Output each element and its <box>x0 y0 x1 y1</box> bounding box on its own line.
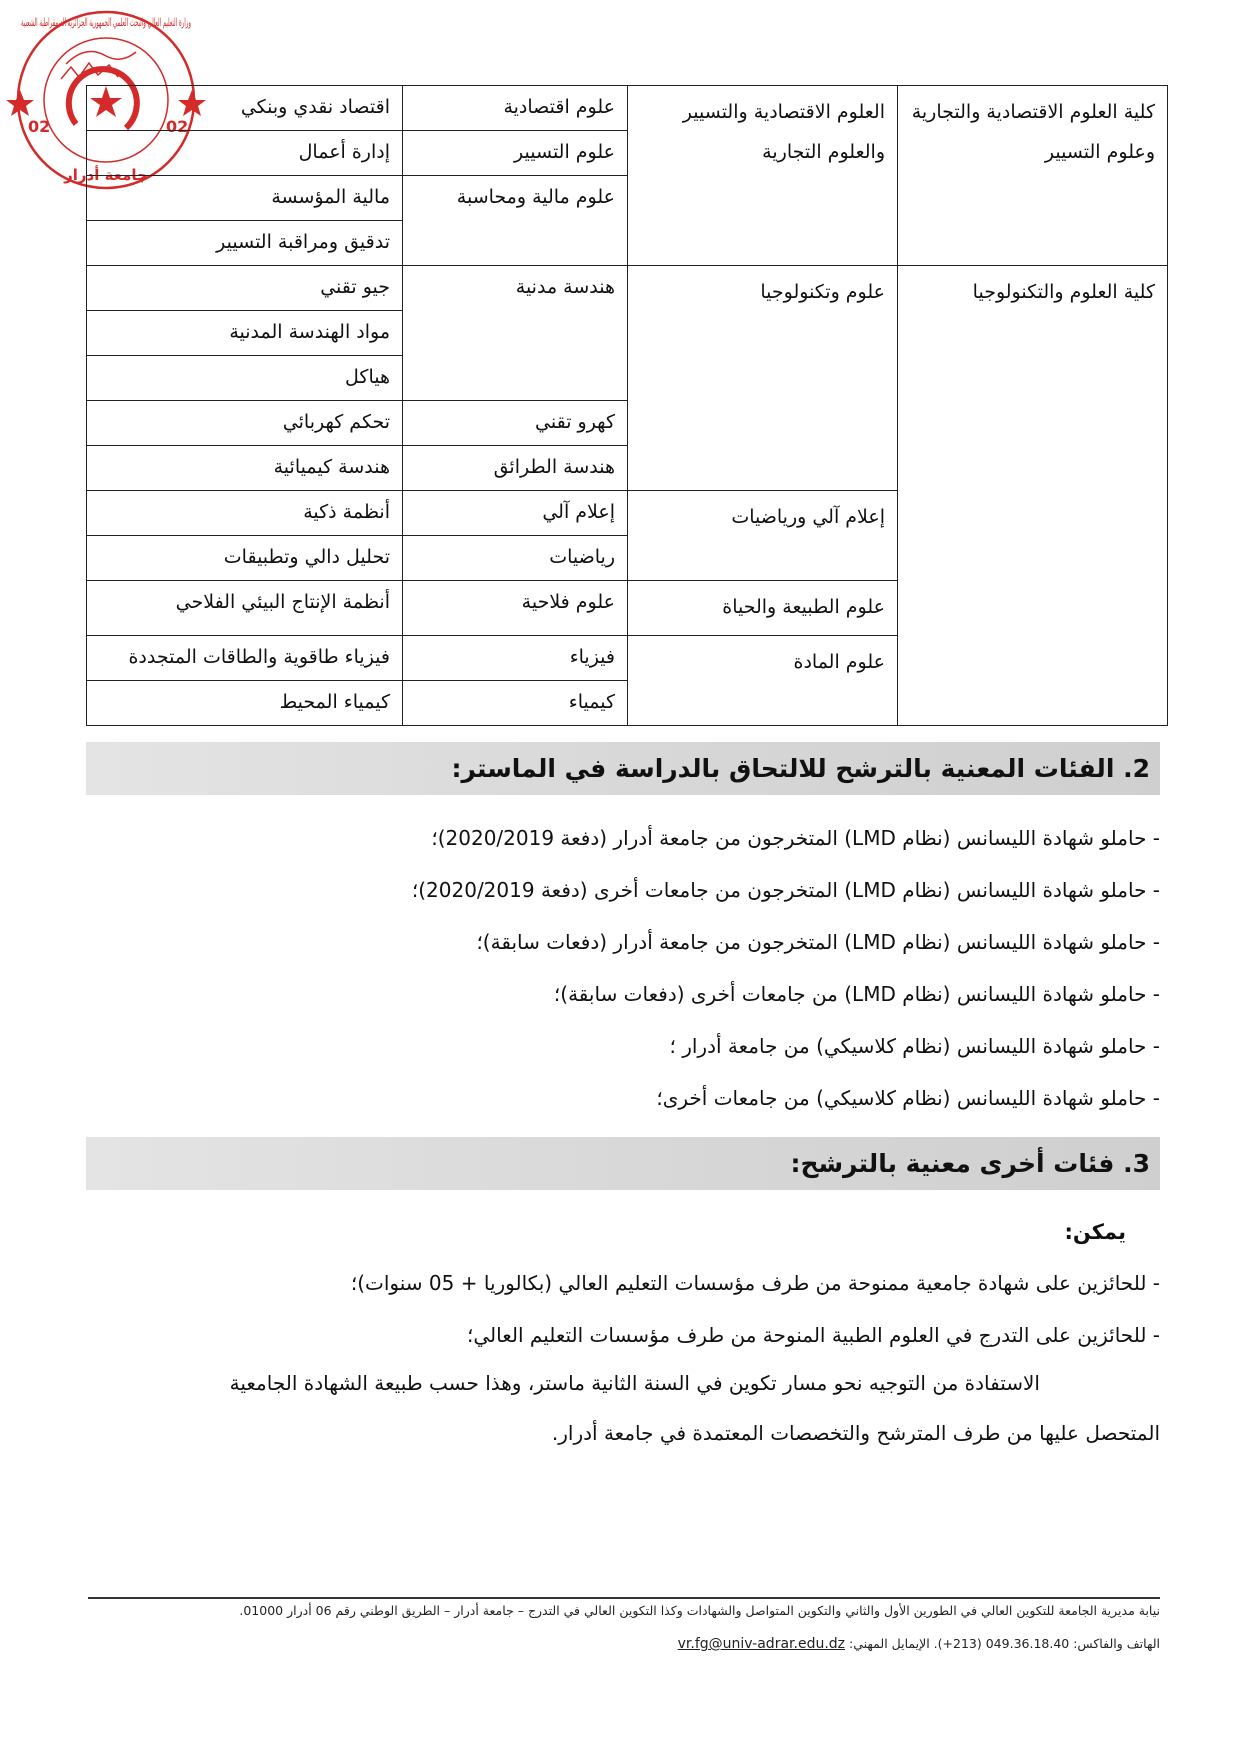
table-row <box>87 266 1168 311</box>
filiere-cell: علوم اقتصادية <box>403 86 628 131</box>
stamp-top-text: وزارة التعليم العالي والبحث العلمي الجمهورية الجزائرية الديمقراطية الشعبية <box>21 16 191 29</box>
filiere-cell: هندسة الطرائق <box>403 446 628 491</box>
specialty-cell: تدقيق ومراقبة التسيير <box>87 221 403 266</box>
section-3-list <box>160 1257 1160 1361</box>
filiere-cell: كهرو تقني <box>403 401 628 446</box>
specialty-cell: تحكم كهربائي <box>87 401 403 446</box>
footer-email-link[interactable]: vr.fg@univ-adrar.edu.dz <box>677 1636 846 1652</box>
section-2-list <box>160 812 1160 1124</box>
specialty-cell: جيو تقني <box>87 266 403 311</box>
list-item: - للحائزين على التدرج في العلوم الطبية المنوحة من طرف مؤسسات التعليم العالي؛ <box>467 1323 1160 1347</box>
list-item: - حاملو شهادة الليسانس (نظام كلاسيكي) من جامعات أخرى؛ <box>656 1086 1160 1110</box>
specialty-cell: إدارة أعمال <box>87 131 403 176</box>
filiere-cell: فيزياء <box>403 636 628 681</box>
domain-cell: العلوم الاقتصادية والتسيير والعلوم التجارية <box>628 86 898 266</box>
list-item: - حاملو شهادة الليسانس (نظام LMD) من جامعات أخرى (دفعات سابقة)؛ <box>553 982 1160 1006</box>
footer-address: نيابة مديرية الجامعة للتكوين العالي في الطورين الأول والثاني والتكوين المتواصل والشهادات وكذا التكوين العالي في التدرج – جامعة أدرار – الطريق الوطني رقم 06 أدرار 01000. <box>239 1603 1160 1618</box>
specialty-cell: هندسة كيميائية <box>87 446 403 491</box>
specialty-cell: اقتصاد نقدي وبنكي <box>87 86 403 131</box>
paragraph-line: الاستفادة من التوجيه نحو مسار تكوين في السنة الثانية ماستر، وهذا حسب طبيعة الشهادة الجامعية <box>229 1371 1040 1395</box>
section-3-heading <box>86 1137 1160 1190</box>
footer-contact <box>70 1636 1160 1652</box>
specialty-cell: مواد الهندسة المدنية <box>87 311 403 356</box>
section-2-title: 2. الفئات المعنية بالترشح للالتحاق بالدراسة في الماستر: <box>451 754 1150 783</box>
specialty-cell: كيمياء المحيط <box>87 681 403 726</box>
programs-table <box>86 85 1168 726</box>
filiere-cell: علوم التسيير <box>403 131 628 176</box>
filiere-cell: هندسة مدنية <box>403 266 628 401</box>
section-3-intro: يمكن: <box>1064 1220 1126 1244</box>
filiere-cell: رياضيات <box>403 536 628 581</box>
footer-phone: الهاتف والفاكس: 049.36.18.40 (213+). الإيمايل المهني: <box>849 1636 1160 1651</box>
stamp-university: جامعة أدرار <box>64 166 148 184</box>
filiere-cell: علوم فلاحية <box>403 581 628 636</box>
filiere-cell: كيمياء <box>403 681 628 726</box>
paragraph-line: المتحصل عليها من طرف المترشح والتخصصات المعتمدة في جامعة أدرار. <box>551 1421 1160 1445</box>
domain-cell: علوم الطبيعة والحياة <box>628 581 898 636</box>
specialty-cell: أنظمة ذكية <box>87 491 403 536</box>
stamp-code-right: 02 <box>166 117 189 136</box>
specialty-cell: هياكل <box>87 356 403 401</box>
filiere-cell: علوم مالية ومحاسبة <box>403 176 628 266</box>
list-item: - للحائزين على شهادة جامعية ممنوحة من طرف مؤسسات التعليم العالي (بكالوريا + 05 سنوات)؛ <box>350 1271 1160 1295</box>
domain-cell: علوم وتكنولوجيا <box>628 266 898 491</box>
list-item: - حاملو شهادة الليسانس (نظام LMD) المتخرجون من جامعة أدرار (دفعات سابقة)؛ <box>476 930 1160 954</box>
specialty-cell: فيزياء طاقوية والطاقات المتجددة <box>87 636 403 681</box>
table-row <box>87 86 1168 131</box>
section-3-title: 3. فئات أخرى معنية بالترشح: <box>790 1149 1150 1178</box>
faculty-cell: كلية العلوم الاقتصادية والتجارية وعلوم التسيير <box>898 86 1168 266</box>
domain-cell: علوم المادة <box>628 636 898 726</box>
faculty-cell: كلية العلوم والتكنولوجيا <box>898 266 1168 726</box>
footer-divider <box>88 1597 1160 1599</box>
specialty-cell: مالية المؤسسة <box>87 176 403 221</box>
section-3-paragraph <box>80 1358 1160 1458</box>
list-item: - حاملو شهادة الليسانس (نظام LMD) المتخرجون من جامعة أدرار (دفعة 2020/2019)؛ <box>431 826 1160 850</box>
section-2-heading <box>86 742 1160 795</box>
specialty-cell: تحليل دالي وتطبيقات <box>87 536 403 581</box>
domain-cell: إعلام آلي ورياضيات <box>628 491 898 581</box>
stamp-code-left: 02 <box>28 117 51 136</box>
specialty-cell: أنظمة الإنتاج البيئي الفلاحي <box>87 581 403 636</box>
list-item: - حاملو شهادة الليسانس (نظام كلاسيكي) من جامعة أدرار ؛ <box>669 1034 1160 1058</box>
filiere-cell: إعلام آلي <box>403 491 628 536</box>
list-item: - حاملو شهادة الليسانس (نظام LMD) المتخرجون من جامعات أخرى (دفعة 2020/2019)؛ <box>411 878 1160 902</box>
